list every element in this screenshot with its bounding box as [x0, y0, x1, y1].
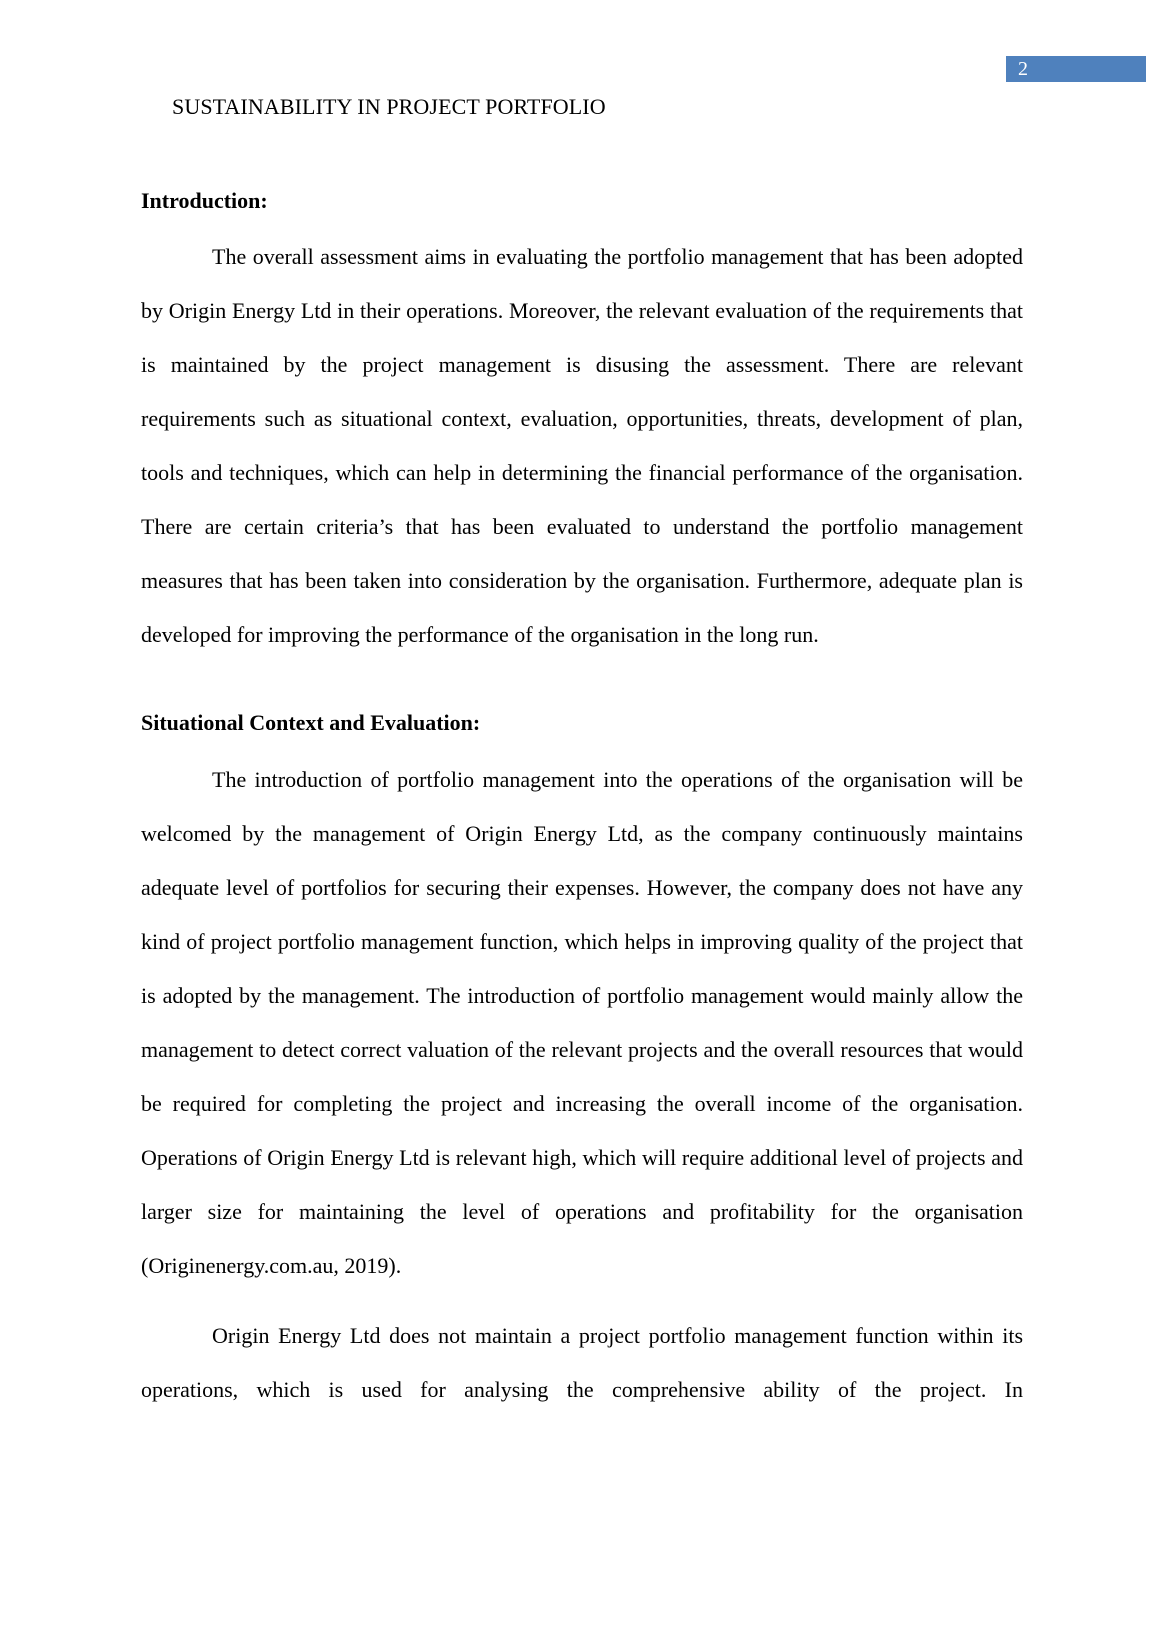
situational-context-paragraph-1: The introduction of portfolio management into the operations of the organisation will be welcomed by the management of Origin Energy Ltd, as the company continuously maintains adequate level of portfolios for securing their expenses. However, the company does not have any kind of project portfolio management function, which helps in improving quality of the project that is adopted by the management. The introduction of portfolio management would mainly allow the management to detect correct valuation of the relevant projects and the overall resources that would be required for completing the project and increasing the overall income of the organisation. Operations of Origin Energy Ltd is relevant high, which will require additional level of projects and larger size for maintaining the level of operations and profitability for the organisation (Originenergy.com.au, 2019).	[141, 767, 1023, 1278]
section-heading-introduction: Introduction:	[141, 188, 268, 213]
page-number-badge	[1006, 56, 1146, 82]
situational-context-paragraph-2: Origin Energy Ltd does not maintain a project portfolio management function within its operations, which is used for analysing the comprehensive ability of the project. In	[141, 1323, 1023, 1402]
introduction-paragraph: The overall assessment aims in evaluating the portfolio management that has been adopted by Origin Energy Ltd in their operations. Moreover, the relevant evaluation of the requirements that is maintained by the project management is disusing the assessment. There are relevant requirements such as situational context, evaluation, opportunities, threats, development of plan, tools and techniques, which can help in determining the financial performance of the organisation. There are certain criteria’s that has been evaluated to understand the portfolio management measures that has been taken into consideration by the organisation. Furthermore, adequate plan is developed for improving the performance of the organisation in the long run.	[141, 244, 1023, 647]
page-number: 2	[1018, 58, 1028, 80]
document-body	[141, 186, 1023, 1417]
section-heading-situational-context: Situational Context and Evaluation:	[141, 710, 481, 735]
running-head: SUSTAINABILITY IN PROJECT PORTFOLIO	[172, 94, 606, 119]
